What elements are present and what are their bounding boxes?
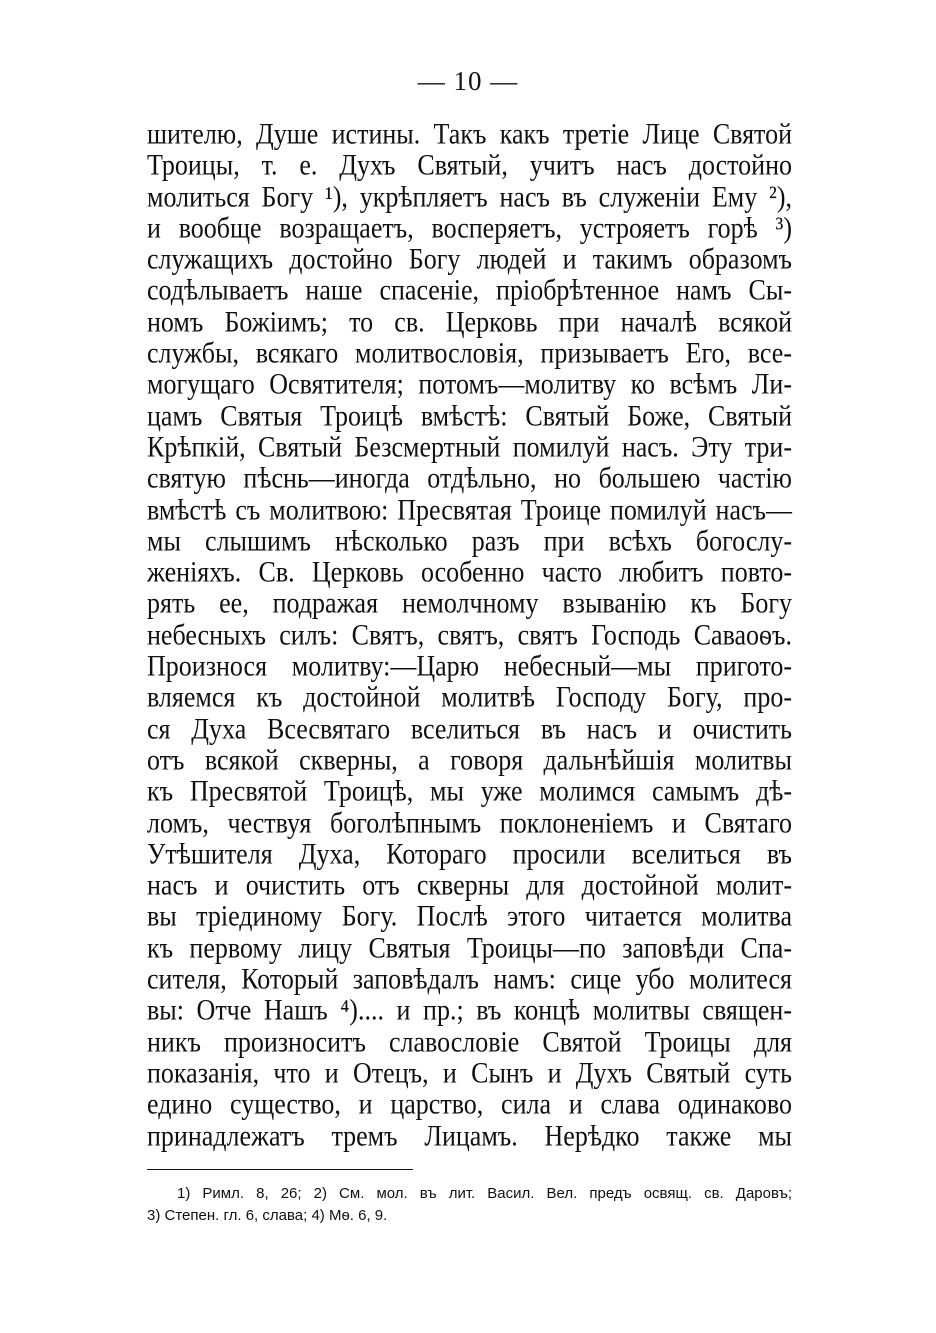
text-line: святую пѣснь—иногда отдѣльно, но большею частію (147, 461, 792, 495)
text-line: никъ произноситъ славословіе Святой Троицы для (147, 1024, 792, 1058)
text-line: молиться Богу ¹), укрѣпляетъ насъ въ служеніи Ему ²), (147, 179, 792, 213)
page-number: — 10 — (417, 66, 519, 96)
text-line: мы слышимъ нѣсколько разъ при всѣхъ богослу- (147, 523, 792, 558)
text-line: сителя, Который заповѣдалъ намъ: сице убо молитеся (147, 961, 792, 996)
text-line: небесныхъ силъ: Святъ, святъ, святъ Господь Саваоѳъ. (147, 617, 792, 651)
text-line: женіяхъ. Св. Церковь особенно часто любитъ повто- (147, 554, 792, 589)
footnote-line: 1) Римл. 8, 26; 2) См. мол. въ лит. Васил. Вел. предъ освящ. св. Даровъ; (177, 1185, 792, 1202)
text-line: содѣлываетъ наше спасеніе, пріобрѣтенное намъ Сы- (147, 273, 792, 307)
text-line: службы, всякаго молитвословія, призываетъ Его, все- (147, 335, 792, 370)
text-line: вы тріединому Богу. Послѣ этого читается молитва (147, 899, 792, 933)
text-line: вмѣстѣ съ молитвою: Пресвятая Троице помилуй насъ— (147, 492, 792, 526)
text-line: цамъ Святыя Троицѣ вмѣстѣ: Святый Боже, Святый (147, 398, 792, 432)
text-line: могущаго Освятителя; потомъ—молитву ко всѣмъ Ли- (147, 367, 792, 401)
text-line: Крѣпкій, Святый Безсмертный помилуй насъ. Эту три- (147, 429, 792, 464)
text-line: рять ее, подражая немолчному взыванію къ Богу (147, 586, 792, 620)
text-line: къ Пресвятой Троицѣ, мы уже молимся самымъ дѣ- (147, 774, 792, 808)
text-line: Произнося молитву:—Царю небесный—мы пригото- (147, 648, 792, 683)
footnote-divider (147, 1169, 413, 1170)
footnotes (147, 1183, 792, 1227)
text-line: насъ и очистить отъ скверны для достойной молит- (147, 867, 792, 902)
text-line: служащихъ достойно Богу людей и такимъ образомъ (147, 241, 792, 276)
text-line: ся Духа Всесвятаго вселиться въ насъ и очистить (147, 711, 792, 745)
text-line: ломъ, чествуя боголѣпнымъ поклоненіемъ и Святаго (147, 805, 792, 839)
text-line: шителю, Душе истины. Такъ какъ третіе Лице Святой (147, 116, 792, 151)
text-line: номъ Божіимъ; то св. Церковь при началѣ всякой (147, 304, 792, 338)
text-line: показанія, что и Отецъ, и Сынъ и Духъ Святый суть (147, 1055, 792, 1090)
text-line: къ первому лицу Святыя Троицы—по заповѣди Спа- (147, 930, 792, 964)
body-text (147, 118, 792, 1151)
text-line: принадлежатъ тремъ Лицамъ. Нерѣдко также мы (147, 1118, 792, 1152)
text-line: вляемся къ достойной молитвѣ Господу Богу, про- (147, 680, 792, 714)
text-line: вы: Отче Нашъ ⁴).... и пр.; въ концѣ молитвы священ- (147, 993, 792, 1027)
text-line: едино существо, и царство, сила и слава одинаково (147, 1087, 792, 1121)
text-line: Троицы, т. е. Духъ Святый, учитъ насъ достойно (147, 148, 792, 182)
text-line: отъ всякой скверны, а говоря дальнѣйшія молитвы (147, 742, 792, 777)
text-line: Утѣшителя Духа, Котораго просили вселиться въ (147, 836, 792, 870)
footnote-line: 3) Степен. гл. 6, слава; 4) Мѳ. 6, 9. (147, 1207, 388, 1224)
text-line: и вообще возращаетъ, восперяетъ, устрояетъ горѣ ³) (147, 210, 792, 245)
